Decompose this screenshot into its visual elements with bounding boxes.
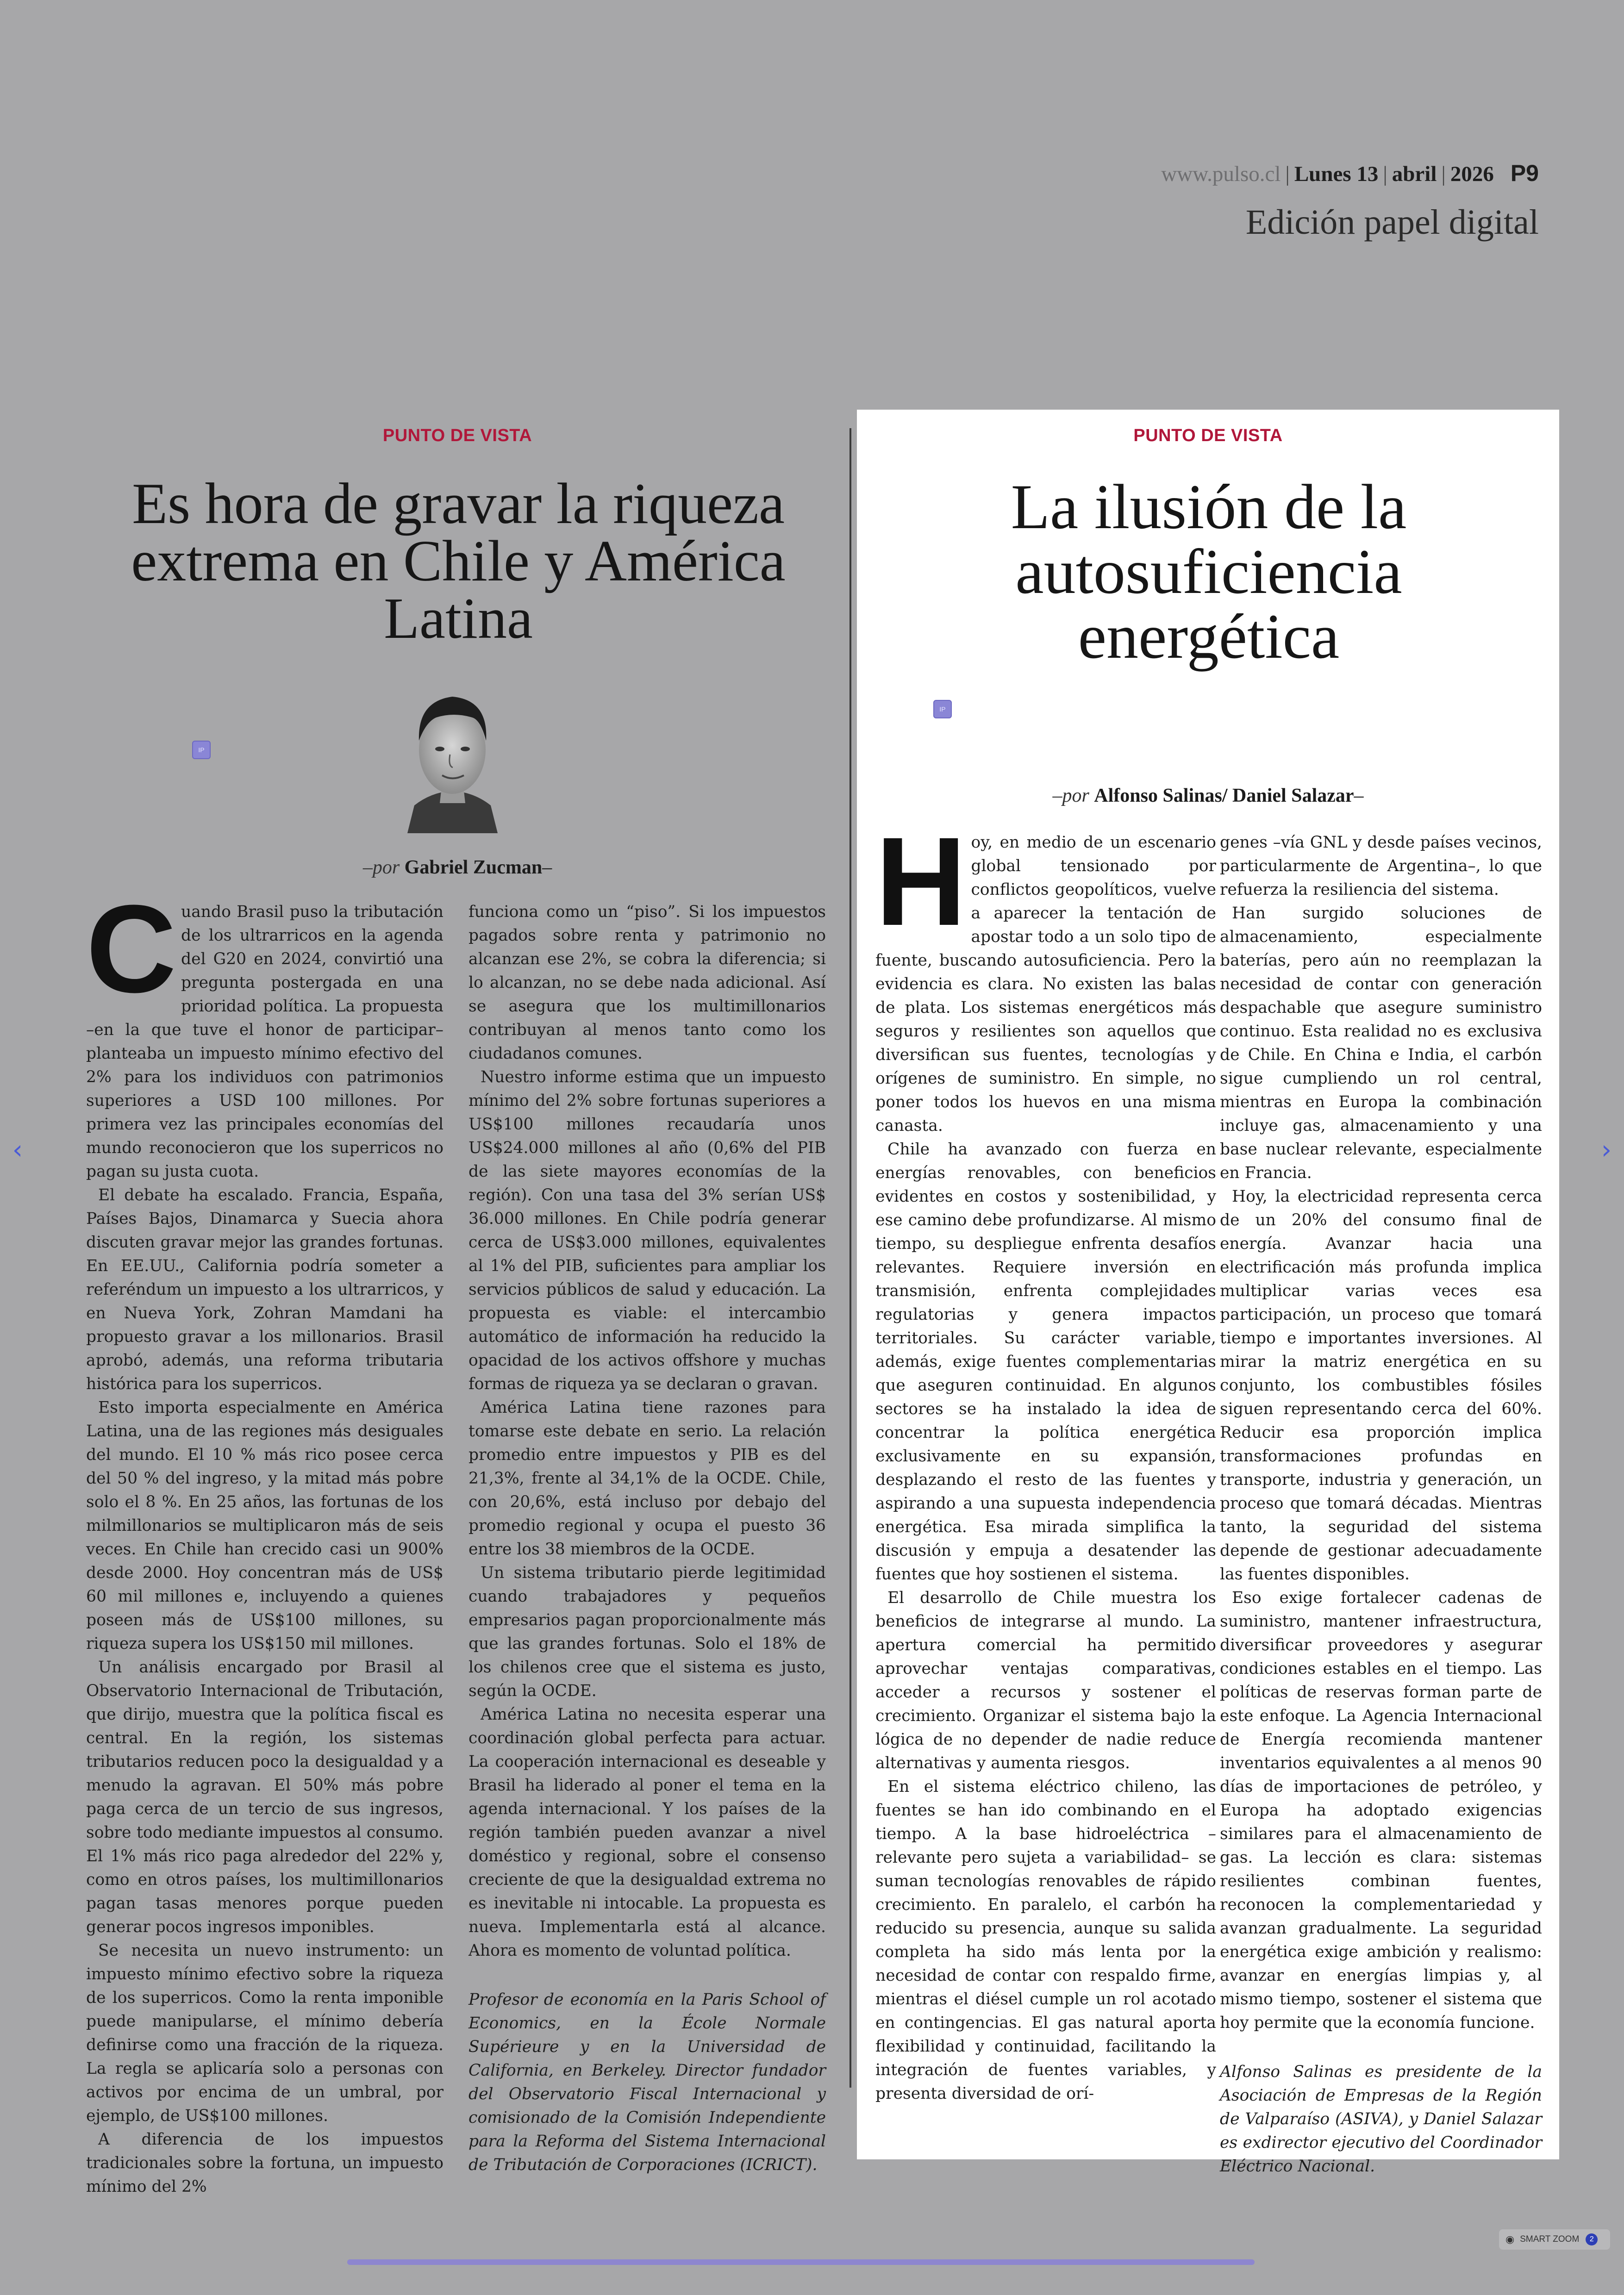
drop-cap: H	[875, 811, 967, 952]
right-byline	[857, 785, 1559, 807]
paragraph: Chile ha avanzado con fuerza en energías renovables, con beneficios evidentes en costos y sostenibilidad, y ese camino debe profundizarse. Al mismo tiempo, su despliegue enfrenta desafíos relevantes. Requiere inversión en transmisión, enfrenta complejidades regulatorias y genera impactos territoriales. Su carácter variable, además, exige fuentes complementarias que aseguren continuidad. En algunos sectores se ha instalado la idea de concentrar la política energética exclusivamente en su expansión, desplazando el resto de las fuentes y aspirando a una supuesta independencia energética. Esa mirada simplifica la discusión y empuja a desatender las fuentes que hoy sostienen el sistema.	[875, 1140, 1216, 1584]
smart-zoom-badge: 2	[1586, 2233, 1598, 2245]
date-line	[1161, 160, 1539, 187]
paragraph: El desarrollo de Chile muestra los beneficios de integrarse al mundo. La apertura comercial ha permitido aprovechar ventajas comparativas, acceder a recursos y sostener el crecimiento. Organizar el sistema bajo la lógica de no depender de nadie reduce alternativas y aumenta riesgos.	[875, 1589, 1216, 1772]
left-column-1	[86, 879, 443, 2199]
paragraph: Se necesita un nuevo instrumento: un impuesto mínimo efectivo sobre la riqueza de los superricos. Como la renta imponible puede manipularse, el mínimo debería definirse como una fracción de la riqueza. La regla se aplicaría solo a personas con activos por encima de un umbral, por ejemplo, de US$100 millones.	[86, 1941, 443, 2125]
byline-prefix: –por	[1052, 785, 1089, 806]
paragraph: Esto importa especialmente en América Latina, una de las regiones más desiguales del mundo. El 10 % más rico posee cerca del 50 % del ingreso, y la mitad más pobre solo el 8 %. En 25 años, las fortunas de los milmillonarios se multiplicaron más de seis veces. En Chile han crecido casi un 900% desde 2000. Hoy concentran más de US$ 60 mil millones e, incluyendo a quienes poseen más de US$100 millones, su riqueza supera los US$150 mil millones.	[86, 1398, 443, 1653]
date-month: abril	[1392, 162, 1437, 186]
right-kicker: PUNTO DE VISTA	[1133, 426, 1283, 445]
previous-page-button[interactable]	[8, 1136, 27, 1164]
scrollbar-thumb[interactable]	[347, 2259, 1255, 2265]
left-headline: Es hora de gravar la riqueza extrema en Chile y América Latina	[131, 472, 786, 651]
separator: |	[1383, 162, 1387, 186]
paragraph: América Latina tiene razones para tomarse este debate en serio. La relación promedio entre impuestos y PIB es del 21,3%, frente al 34,1% de la OCDE. Chile, con 20,6%, está incluso por debajo del promedio regional y ocupa el puesto 36 entre los 38 miembros de la OCDE.	[468, 1398, 826, 1559]
next-page-button[interactable]	[1597, 1136, 1616, 1164]
right-headline: La ilusión de la autosuficiencia energética	[1011, 471, 1407, 672]
paragraph: funciona como un “piso”. Si los impuestos pagados sobre renta y patrimonio no alcanzan ese 2%, se cobra la diferencia; si lo alcanzan, no se debe nada adicional. Así se asegura que los multimillonarios contribuyan al menos tanto como los ciudadanos comunes.	[468, 903, 826, 1063]
left-article	[79, 410, 836, 2196]
left-column-2	[468, 900, 826, 2177]
right-article	[857, 410, 1559, 2176]
paragraph: El debate ha escalado. Francia, España, Países Bajos, Dinamarca y Suecia ahora discuten gravar mejor las grandes fortunas. En EE.UU., California podría someter a referéndum un impuesto a los ultrarricos, y en Nueva York, Zohran Mamdani ha propuesto gravar a los millonarios. Brasil aprobó, además, una reforma tributaria histórica para los superricos.	[86, 1186, 443, 1393]
column-divider	[849, 428, 851, 2088]
right-column-1	[875, 811, 1216, 2106]
drop-cap: C	[86, 879, 176, 1019]
separator: |	[1285, 162, 1290, 186]
paragraph: Hoy, la electricidad representa cerca de un 20% del consumo final de energía. Avanzar hacia una electrificación más profunda implica multiplicar varias veces esa participación, un proceso que tomará tiempo e importantes inversiones. Al mirar la matriz energética en su conjunto, los combustibles fósiles siguen representando cerca del 60%. Reducir esa proporción implica transformaciones profundas en transporte, industria y generación, un proceso que tomará décadas. Mientras tanto, la seguridad del sistema depende de gestionar adecuadamente las fuentes disponibles.	[1220, 1187, 1542, 1584]
edition-label: Edición papel digital	[1245, 203, 1539, 242]
date-year: 2026	[1450, 162, 1494, 186]
site-url[interactable]: www.pulso.cl	[1161, 162, 1281, 186]
paragraph: América Latina no necesita esperar una coordinación global perfecta para actuar. La cooperación internacional es deseable y Brasil ha liderado al poner el tema en la agenda internacional. Y los países de la región también pueden avanzar a nivel doméstico y regional, sobre el consenso creciente de que la desigualdad extrema no es inevitable ni intocable. La propuesta es nueva. Implementarla está al alcance. Ahora es momento de voluntad política.	[468, 1705, 826, 1960]
smart-zoom-label: SMART ZOOM	[1520, 2234, 1580, 2244]
author-bio: Profesor de economía en la Paris School of Economics, en la École Normale Supérieure y en la Universidad de California, en Berkeley. Director fundador del Observatorio Fiscal Internacional y comisionado de la Comisión Independiente para la Reforma del Sistema Internacional de Tributación de Corporaciones (ICRICT).	[468, 1990, 826, 2174]
paragraph: Han surgido soluciones de almacenamiento, especialmente baterías, pero aún no reemplazan la necesidad de contar con generación despachable que asegure suministro continuo. Esta realidad no es exclusiva de Chile. En China e India, el carbón sigue cumpliendo un rol central, mientras en Europa la combinación incluye gas, almacenamiento y una base nuclear relevante, especialmente en Francia.	[1220, 904, 1542, 1182]
left-kicker: PUNTO DE VISTA	[382, 426, 532, 445]
author-name: Gabriel Zucman	[404, 857, 543, 878]
right-column-2	[1220, 831, 1542, 2178]
author-bio: Alfonso Salinas es presidente de la Asociación de Empresas de la Región de Valparaíso (ASIVA), y Daniel Salazar es exdirector ejecutivo del Coordinador Eléctrico Nacional.	[1220, 2063, 1542, 2176]
chevron-right-icon: ›	[1601, 1135, 1612, 1165]
paragraph: En el sistema eléctrico chileno, las fuentes se han ido combinando en el tiempo. A la base hidroeléctrica –relevante pero sujeta a variabilidad– se suman tecnologías renovables de rápido crecimiento. En paralelo, el carbón ha reducido su presencia, aunque su salida completa ha sido más lenta por la necesidad de contar con respaldo firme, mientras el diésel cumple un rol acotado en contingencias. El gas natural aporta flexibilidad y continuidad, facilitando la integración de fuentes variables, y presenta diversidad de orí-	[875, 1777, 1216, 2103]
author-names: Alfonso Salinas/ Daniel Salazar	[1094, 785, 1354, 806]
paragraph: Un sistema tributario pierde legitimidad cuando trabajadores y pequeños empresarios pagan proporcionalmente más que las grandes fortunas. Solo el 18% de los chilenos cree que el sistema es justo, según la OCDE.	[468, 1564, 826, 1700]
left-byline	[79, 856, 836, 879]
paragraph: Nuestro informe estima que un impuesto mínimo del 2% sobre fortunas superiores a US$100 millones recaudaría unos US$24.000 millones al año (0,6% del PIB de las siete mayores economías de la región). Con una tasa del 3% serían US$ 36.000 millones. En Chile podría generar cerca de US$3.000 millones, equivalentes al 1% del PIB, suficientes para ampliar los servicios públicos de salud y educación. La propuesta es viable: el intercambio automático de información ha reducido la opacidad de los activos offshore y muchas formas de riqueza ya se declaran o gravan.	[468, 1068, 826, 1393]
paragraph: Eso exige fortalecer cadenas de suministro, mantener infraestructura, diversificar proveedores y asegurar condiciones estables en el tiempo. Las políticas de reservas forman parte de este enfoque. La Agencia Internacional de Energía recomienda mantener inventarios equivalentes a al menos 90 días de importaciones de petróleo, y Europa ha adoptado exigencias similares para el almacenamiento de gas. La lección es clara: sistemas resilientes combinan fuentes, reconocen la complementariedad y avanzan gradualmente. La seguridad energética exige ambición y realismo: avanzar en energías limpias y, al mismo tiempo, sostener el sistema que hoy permite que la economía funcione.	[1220, 1589, 1542, 2032]
smart-zoom-button[interactable]	[1499, 2229, 1610, 2250]
byline-prefix: –por	[362, 857, 400, 878]
chevron-left-icon: ‹	[12, 1135, 23, 1165]
date-day: Lunes 13	[1294, 162, 1379, 186]
byline-suffix: –	[542, 857, 552, 878]
paragraph: genes –vía GNL y desde países vecinos, particularmente de Argentina–, lo que refuerza la resiliencia del sistema.	[1220, 833, 1542, 899]
masthead	[1161, 160, 1539, 243]
paragraph: Cuando Brasil puso la tributación de los ultrarricos en la agenda del G20 en 2024, convirtió una pregunta postergada en una prioridad política. La propuesta –en la que tuve el honor de participar– planteaba un impuesto mínimo efectivo del 2% para los individuos con patrimonios superiores a USD 100 millones. Por primera vez las principales economías del mundo reconocieron que los superricos no pagan su justa cuota.	[86, 879, 443, 1181]
eye-icon: ◉	[1505, 2233, 1515, 2245]
page-scrollbar[interactable]	[347, 2259, 1255, 2265]
byline-suffix: –	[1354, 785, 1364, 806]
separator: |	[1441, 162, 1446, 186]
paragraph: Un análisis encargado por Brasil al Observatorio Internacional de Tributación, que dirijo, muestra que la política fiscal es central. En la región, los sistemas tributarios reducen poco la desigualdad y a menudo la agravan. El 50% más pobre paga cerca de un tercio de sus ingresos, sobre todo mediante impuestos al consumo. El 1% más rico paga alrededor del 22% y, como en otros países, los multimillonarios pagan tasas menores porque pueden generar pocos ingresos imponibles.	[86, 1658, 443, 1936]
author-portrait	[398, 671, 507, 833]
page-number: P9	[1510, 160, 1539, 186]
ip-icon[interactable]: IP	[933, 700, 952, 718]
paragraph: Hoy, en medio de un escenario global tensionado por conflictos geopolíticos, vuelve a aparecer la tentación de apostar todo a un solo tipo de fuente, buscando autosuficiencia. Pero la evidencia es clara. No existen las balas de plata. Los sistemas energéticos más seguros y resilientes son aquellos que diversifican sus fuentes, tecnologías y orígenes de suministro. En simple, no poner todos los huevos en una misma canasta.	[875, 811, 1216, 1135]
ip-icon[interactable]: IP	[192, 741, 211, 759]
paragraph: A diferencia de los impuestos tradicionales sobre la fortuna, un impuesto mínimo del 2%	[86, 2130, 443, 2196]
